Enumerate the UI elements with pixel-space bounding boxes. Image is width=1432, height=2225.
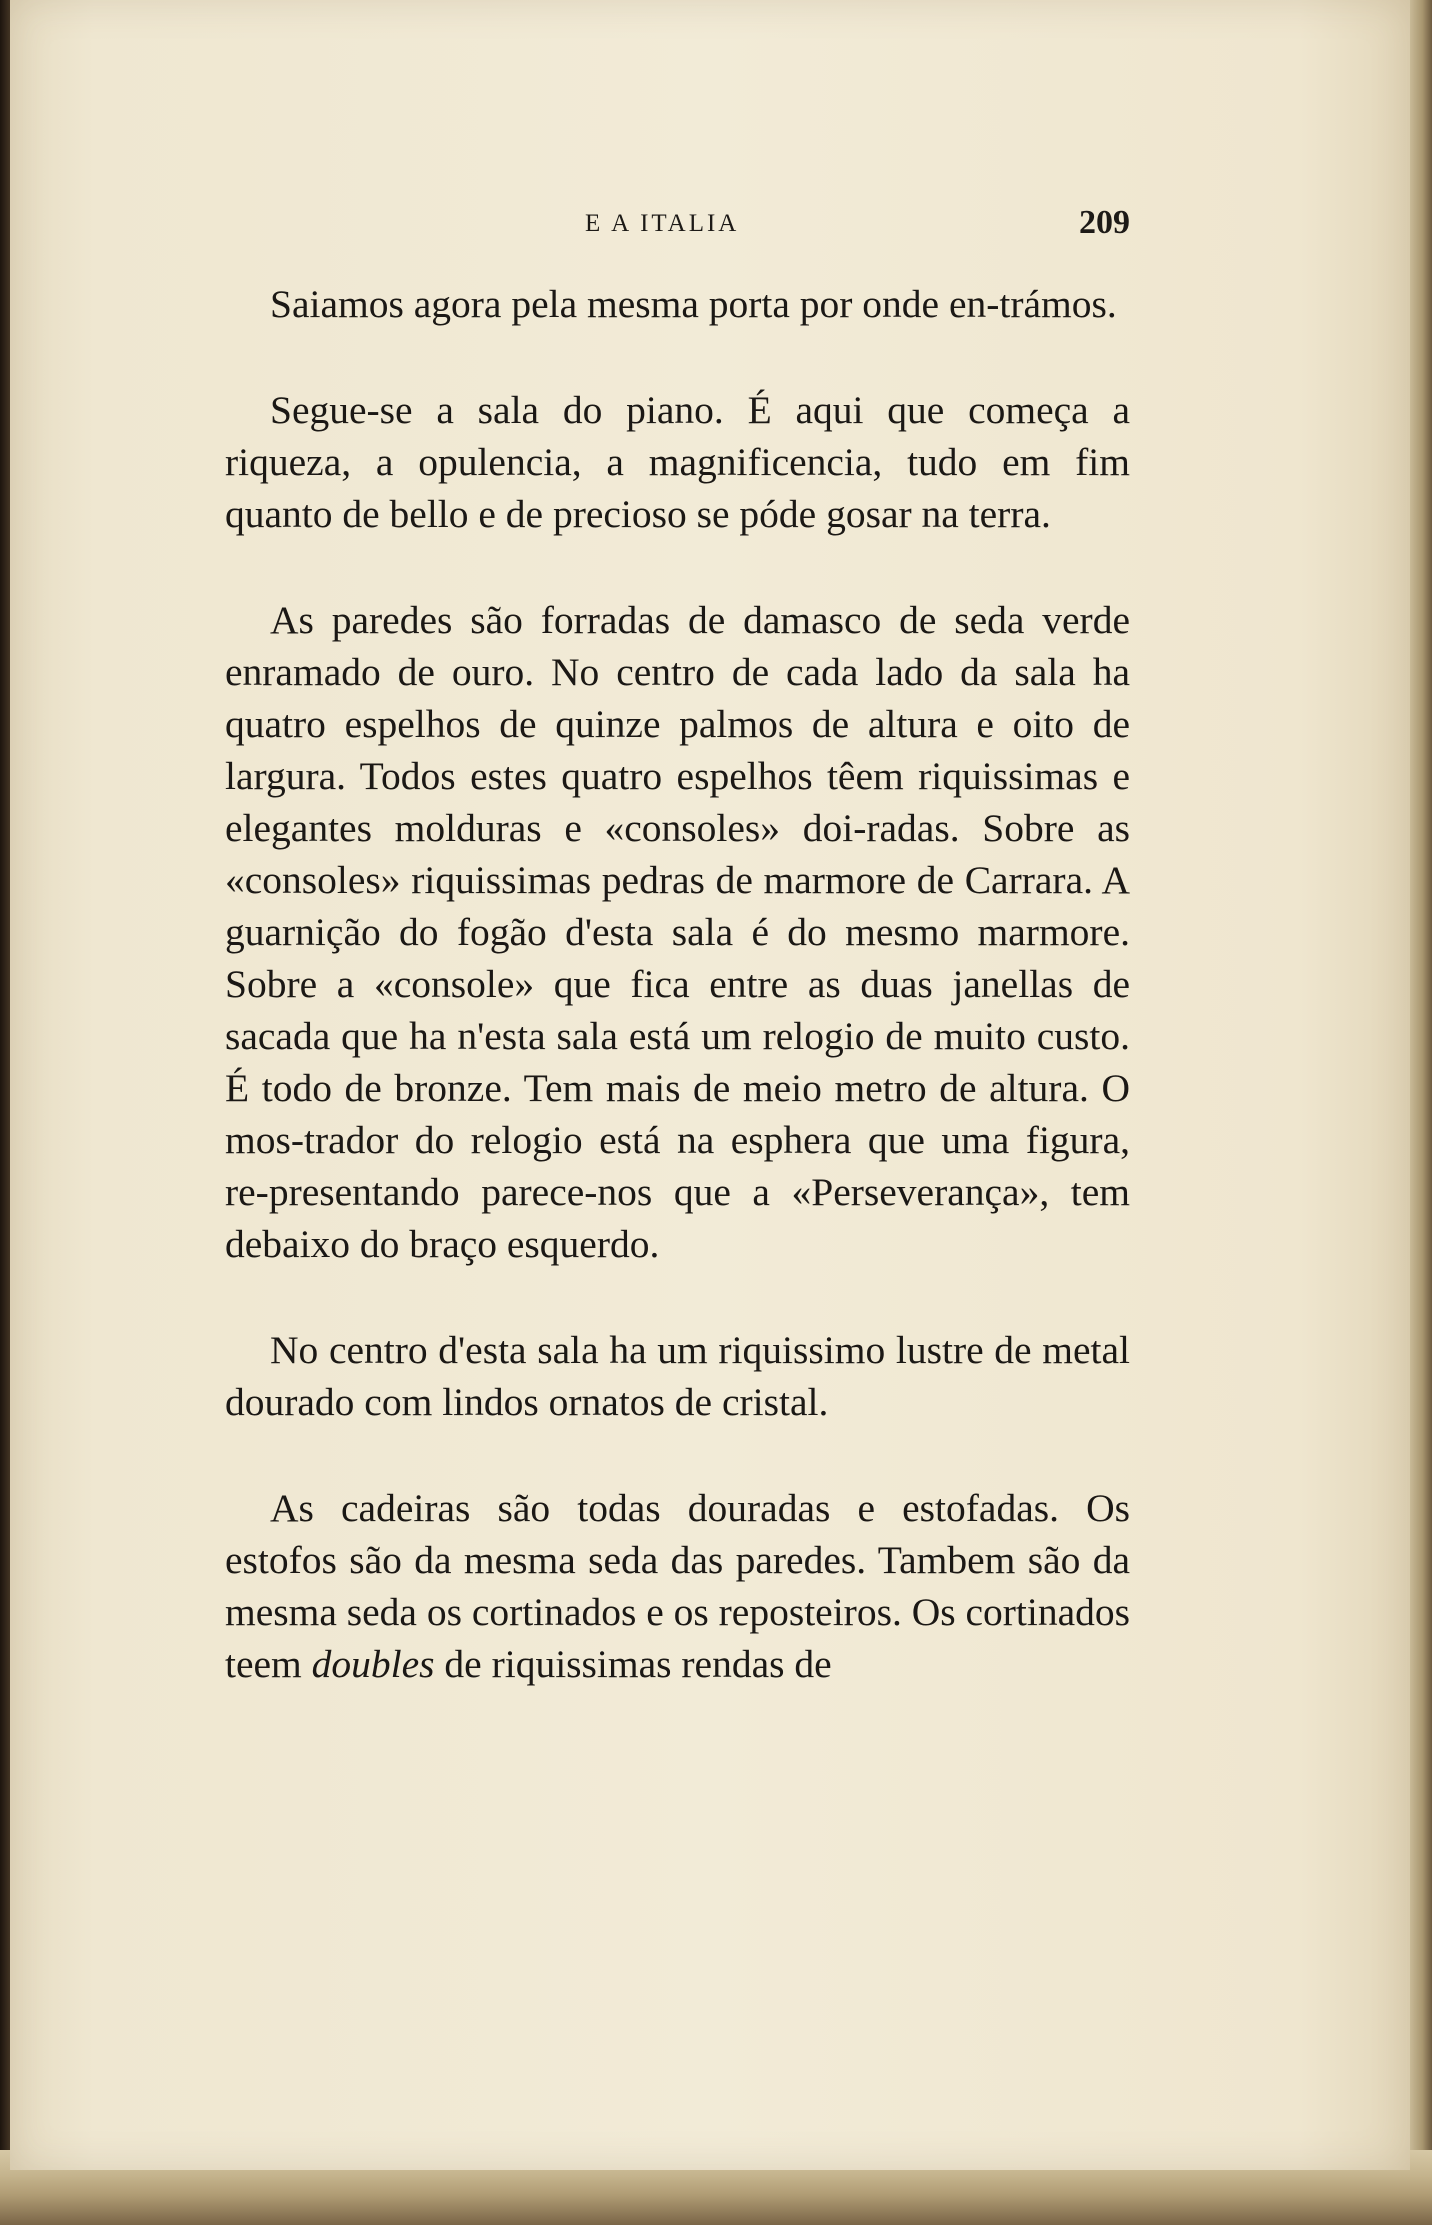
page-header — [225, 204, 1130, 250]
paragraph-2: Segue-se a sala do piano. É aqui que começa a riqueza, a opulencia, a magnificencia, tudo em fim quanto de bello e de precioso se póde gosar na terra. — [225, 388, 1130, 536]
paragraph-3: As paredes são forradas de damasco de seda verde enramado de ouro. No centro de cada lado da sala ha quatro espelhos de quinze palmos de altura e oito de largura. Todos estes quatro espelhos têem riquissimas e elegantes molduras e «consoles» doi-radas. Sobre as «consoles» riquissimas pedras de marmore de Carrara. A guarnição do fogão d'esta sala é do mesmo marmore. Sobre a «console» que fica entre as duas janellas de sacada que ha n'esta sala está um relogio de muito custo. É todo de bronze. Tem mais de meio metro de altura. O mos-trador do relogio está na esphera que uma figura, re-presentando parece-nos que a «Perseverança», tem debaixo do braço esquerdo. — [225, 598, 1130, 1266]
paragraph-1: Saiamos agora pela mesma porta por onde en-trámos. — [270, 282, 1117, 326]
body-text — [225, 278, 1130, 1690]
paragraph-4: No centro d'esta sala ha um riquissimo lustre de metal dourado com lindos ornatos de cristal. — [225, 1328, 1130, 1424]
paragraph-5-text-before: As cadeiras são todas douradas e estofadas. Os estofos são da mesma seda das paredes. Tambem são da mesma seda os cortinados e os reposteiros. Os cortinados teem — [225, 1486, 1131, 1686]
page-edge-right — [1408, 0, 1432, 2160]
running-title: E A ITALIA — [585, 210, 740, 237]
paragraph-5 — [225, 1482, 1130, 1690]
page-number: 209 — [1079, 204, 1130, 241]
paragraph-5-italic: doubles — [311, 1642, 435, 1686]
paragraph-5-text-after: de riquissimas rendas de — [434, 1642, 832, 1686]
